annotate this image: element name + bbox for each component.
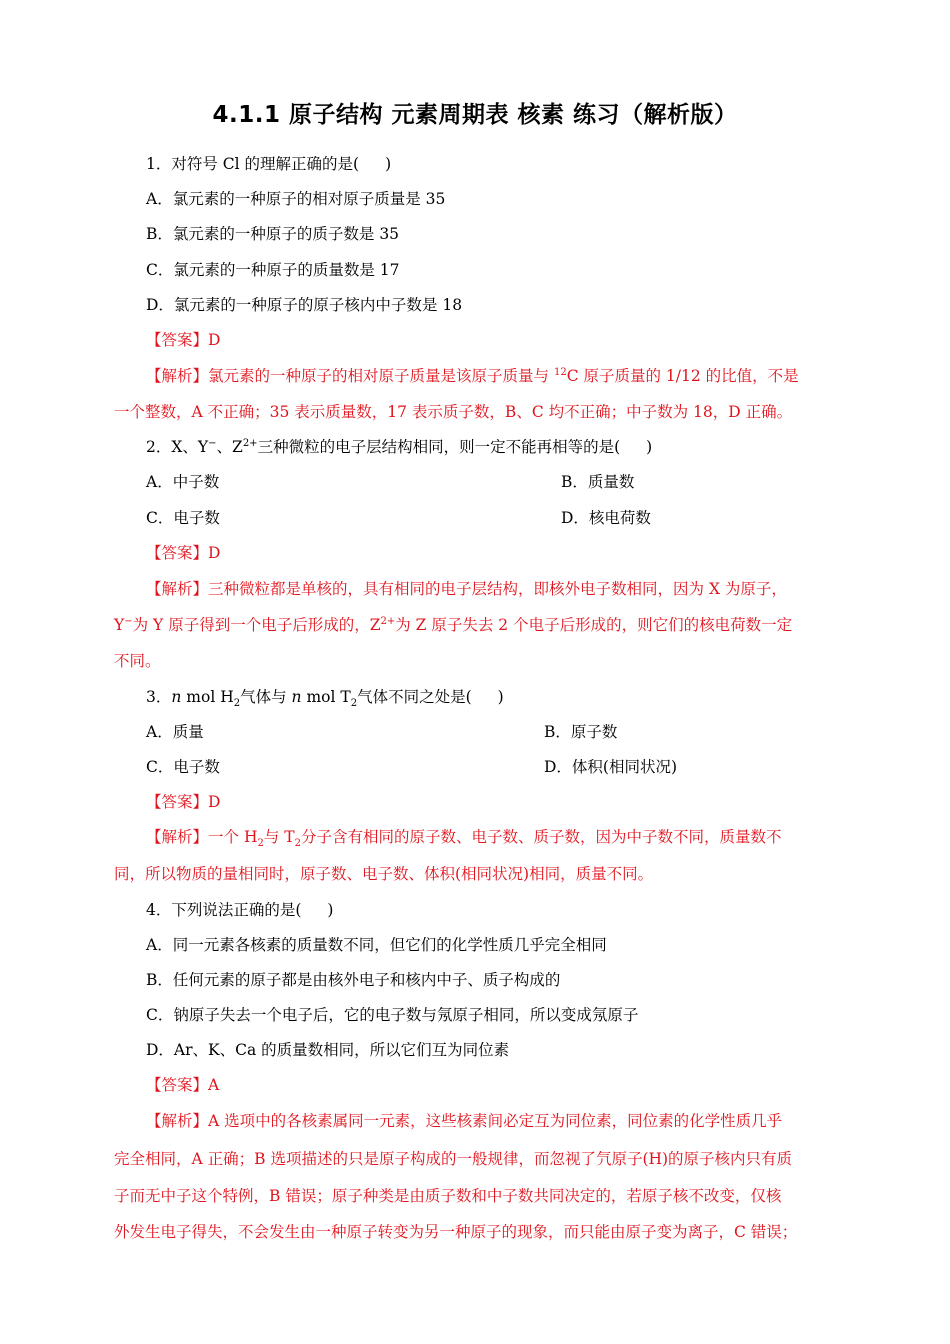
q1-stem: 1．对符号 Cl 的理解正确的是( ) [146,155,392,173]
q3-explanation-line: 【解析】一个 $H_2$与 $T_2$分子含有相同的原子数、电子数、质子数，因为中子数不同，质量数不 [146,828,782,850]
q2-explanation-line: Y−为 Y 原子得到一个电子后形成的，$Z^{2+}$为 Z 原子失去 2 个电子后形成的，则它们的核电荷数一定 [114,615,793,634]
q3-stem: 3．n mol $H_2$气体与 n mol $T_2$气体不同之处是( ) [146,688,504,710]
q4-stem: 4．下列说法正确的是( ) [146,901,334,919]
q2-option-b: B．质量数 [561,473,635,491]
q3-option-a: A．质量 [146,723,204,741]
q4-option-d: D．Ar、K、Ca 的质量数相同，所以它们互为同位素 [146,1041,510,1059]
q1-explanation-line: 【解析】氯元素的一种原子的相对原子质量是该原子质量与 $^{12}$C 原子质量的 1/12 的比值，不是 [146,366,799,385]
q2-option-a: A．中子数 [146,473,220,491]
q2-answer: 【答案】D [146,544,221,562]
q4-explanation-line: 外发生电子得失，不会发生由一种原子转变为另一种原子的现象，而只能由原子变为离子，C 错误； [114,1223,798,1241]
q4-option-c: C．钠原子失去一个电子后，它的电子数与氖原子相同，所以变成氖原子 [146,1006,639,1024]
q4-option-a: A．同一元素各核素的质量数不同，但它们的化学性质几乎完全相同 [146,936,607,954]
page-title: 4.1.1 原子结构 元素周期表 核素 练习（解析版） [212,102,738,128]
q4-explanation-line: 【解析】A 选项中的各核素属同一元素，这些核素间必定互为同位素，同位素的化学性质几乎 [146,1112,783,1130]
q2-option-c: C．电子数 [146,509,220,527]
q3-answer: 【答案】D [146,793,221,811]
q2-stem: 2．X、Y−、$Z^{2+}$三种微粒的电子层结构相同，则一定不能再相等的是( ) [146,437,653,456]
q2-explanation-line: 【解析】三种微粒都是单核的，具有相同的电子层结构，即核外电子数相同，因为 X 为原子， [146,580,787,598]
q4-explanation-line: 子而无中子这个特例，B 错误；原子种类是由质子数和中子数共同决定的，若原子核不改变，仅核 [114,1187,782,1205]
q4-answer: 【答案】A [146,1076,220,1094]
q3-explanation-line: 同，所以物质的量相同时，原子数、电子数、体积(相同状况)相同，质量不同。 [114,865,654,883]
q4-option-b: B．任何元素的原子都是由核外电子和核内中子、质子构成的 [146,971,561,989]
q1-option-b: B．氯元素的一种原子的质子数是 35 [146,225,400,243]
q1-option-d: D．氯元素的一种原子的原子核内中子数是 18 [146,296,463,314]
q1-option-a: A．氯元素的一种原子的相对原子质量是 35 [146,190,446,208]
q4-explanation-line: 完全相同，A 正确；B 选项描述的只是原子构成的一般规律，而忽视了氕原子(H)的原子核内只有质 [114,1150,793,1168]
q1-explanation-line: 一个整数，A 不正确；35 表示质量数，17 表示质子数，B、C 均不正确；中子数为 18，D 正确。 [114,403,793,421]
q3-option-d: D．体积(相同状况) [544,758,678,776]
q2-explanation-line: 不同。 [114,652,161,670]
q3-option-c: C．电子数 [146,758,220,776]
q1-answer: 【答案】D [146,331,221,349]
q1-option-c: C．氯元素的一种原子的质量数是 17 [146,261,400,279]
q2-option-d: D．核电荷数 [561,509,651,527]
q3-option-b: B．原子数 [544,723,618,741]
